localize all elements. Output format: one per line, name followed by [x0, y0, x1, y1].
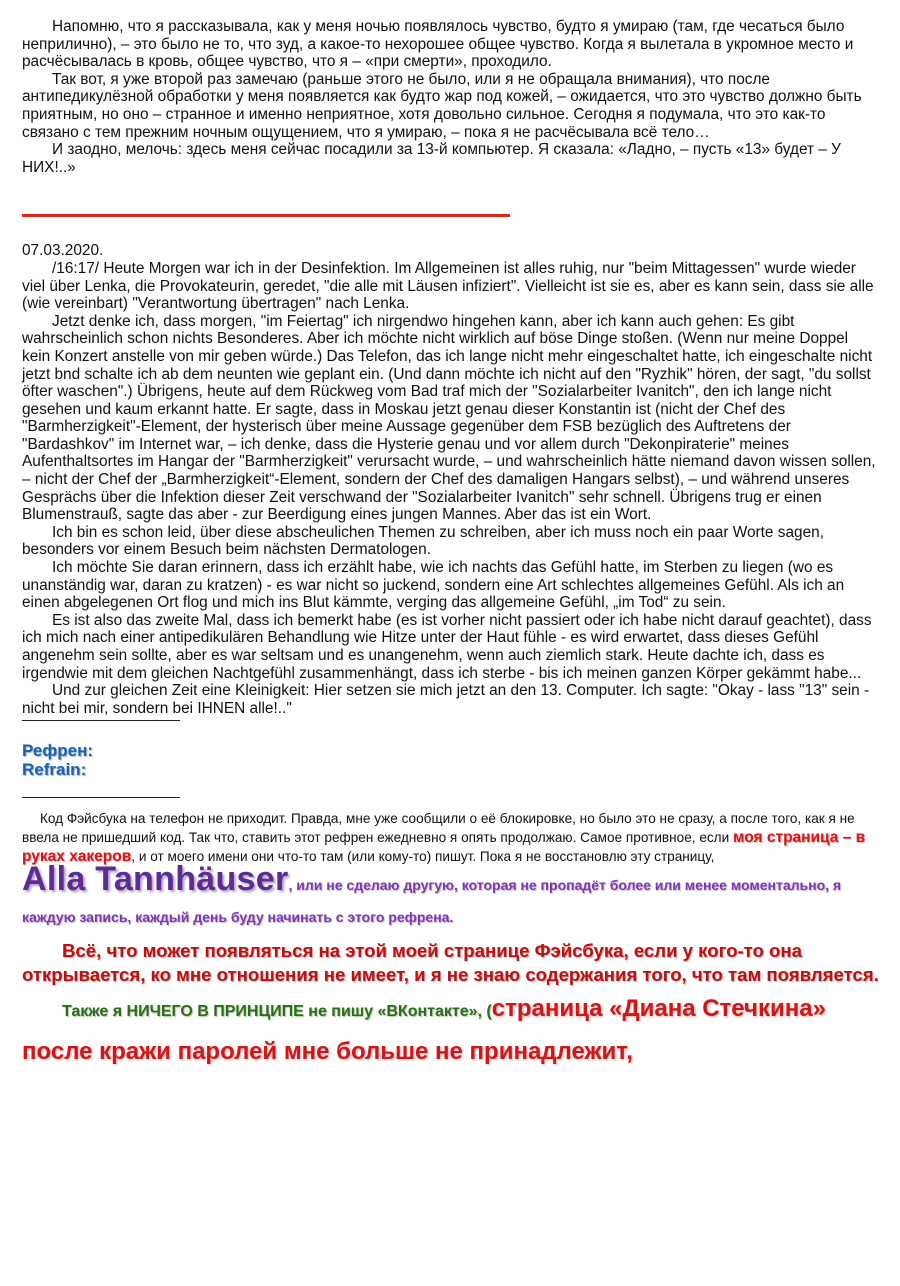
paragraph: Ich bin es schon leid, über diese abscheulichen Themen zu schreiben, aber ich muss noch ein paar Worte sagen, besonders vor einem Besuch beim nächsten Dermatologen.	[22, 523, 824, 559]
vk-notice	[22, 989, 880, 1075]
refrain-ru-label: Рефрен:	[22, 741, 94, 761]
notice-text: Код Фэйсбука на телефон не приходит. Правда, мне уже сообщили о её блокировке, но было это не сразу, а после того, как я не ввела не пришедший код. Так что, ставить этот рефрен ежедневно я опять продолжаю. Самое противное, если	[22, 811, 855, 845]
paragraph: Ich möchte Sie daran erinnern, dass ich erzählt habe, wie ich nachts das Gefühl hatte, im Sterben zu liegen (wo es unanständig war, daran zu kratzen) - es war nicht so juckend, sondern eine Art schlechtes allgemeines Gefühl. Als ich an einen abgelegenen Ort flog und mich ins Blut kämmte, verging das allgemeine Gefühl, „im Tod“ zu sein.	[22, 559, 845, 612]
paragraph: Jetzt denke ich, dass morgen, "im Feiertag" ich nirgendwo hingehen kann, aber ich kann auch gehen: Es gibt wahrscheinlich schon nichts Besonderes. Aber ich möchte nicht wirklich auf böse Dinge stoßen. (Wenn nur meine Doppel kein Konzert anstelle von mir geben würde.) Das Telefon, das ich lange nicht mehr eingeschaltet hatte, ich eingeschalte nicht jetzt bnd schalte ich ab dem neunten wie geplant ein. (Und dann möchte ich nicht auf den "Ryzhik" hören, der sagt, "du sollst öfter waschen".) Übrigens, heute auf dem Rückweg vom Bad traf mich der "Sozialarbeiter Ivanitch", den ich lange nicht gesehen und kaum erkannt hatte. Er sagte, dass in Moskau jetzt genau dieser Konstantin ist (nicht der Chef des "Barmherzigkeit"-Element, der hysterisch über meine Aussage gegenüber dem FSB bezüglich des Auftretens der "Bardashkov" im Internet war, – ich denke, dass die Hysterie genau und vor allem durch "Dekonpiraterie" meines Aufenthaltsortes im Hangar der "Barmherzigkeit" verursacht wurde, – und wahrscheinlich hätte niemand davon wissen sollen, – nicht der Chef der „Barmherzigkeit“-Element, sondern der Chef des damaligen Hangars selbst), – und während unseres Gesprächs über die Infektion dieser Zeit verschwand der "Sozialarbeiter Ivanitch" sehr schnell. Übrigens trug er einen Blumenstrauß, sagte das aber - zur Beerdigung eines jungen Mannes. Aber das ist ein Wort.	[22, 312, 876, 524]
document-page	[22, 18, 880, 1075]
author-name: Alla Tannhäuser	[22, 860, 289, 899]
disclaimer: Всё, что может появляться на этой моей странице Фэйсбука, если у кого-то она открывается, ко мне отношения не имеет, и я не знаю содержания того, что там появляется.	[22, 940, 879, 986]
entry-date: 07.03.2020.	[22, 242, 104, 260]
short-divider	[22, 720, 180, 721]
notice-text: , и от моего имени они что-то там (или кому-то) пишут. Пока я не восстановлю эту страницу,	[131, 848, 715, 864]
paragraph: /16:17/ Heute Morgen war ich in der Desinfektion. Im Allgemeinen ist alles ruhig, nur "beim Mittagessen" wurde wieder viel über Lenka, die Provokateurin, geredet, "die alle mit Läusen infiziert". Vielleicht ist sie es, aber es kann sein, dass sie alle (wie vereinbart) "Verantwortung übertragen" nach Lenka.	[22, 259, 874, 313]
red-divider	[22, 214, 510, 217]
russian-section	[22, 18, 880, 176]
vk-green-text: Также я НИЧЕГО В ПРИНЦИПЕ не пишу «ВКонтакте», (	[62, 1003, 492, 1021]
vk-red-text: страница «Диана Стечкина» после кражи паролей мне больше не принадлежит,	[22, 995, 826, 1066]
name-line	[22, 860, 880, 933]
paragraph: Так вот, я уже второй раз замечаю (раньше этого не было, или я не обращала внимания), что после антипедикулёзной обработки у меня появляется как будто жар под кожей, – ожидается, что это чувство должно быть приятным, но оно – странное и именно неприятное, хотя довольно сильное. Сегодня я подумала, что это как-то связано с тем прежним ночным ощущением, что я умираю, – пока я не расчёсывала всё тело…	[22, 70, 862, 141]
paragraph: Напомню, что я рассказывала, как у меня ночью появлялось чувство, будто я умираю (там, где чесаться было неприлично), – это было не то, что зуд, а какое-то нехорошее общее чувство. Когда я вылетала в укромное место и расчёсывалась в кровь, общее чувство, что я – «при смерти», проходило.	[22, 18, 854, 71]
purple-note: , или не сделаю другую, которая не пропадёт более или менее моментально, я каждую запись, каждый день буду начинать с этого рефрена.	[22, 877, 842, 926]
german-section	[22, 260, 880, 717]
paragraph: Es ist also das zweite Mal, dass ich bemerkt habe (es ist vorher nicht passiert oder ich habe nicht darauf geachtet), dass ich mich nach einer antipedikulären Behandlung wie Hitze unter der Haut fühle - es wird erwartet, dass dieses Gefühl angenehm sein sollte, aber es war seltsam und es unangenehm, wenn auch ziemlich stark. Heute dachte ich, dass es irgendwie mit dem gleichen Nachtgefühl zusammenhängt, dass ich sterbe - bis ich meinen ganzen Körper gekämmt habe...	[22, 611, 872, 682]
refrain-notice	[22, 810, 880, 866]
paragraph: Und zur gleichen Zeit eine Kleinigkeit: Hier setzen sie mich jetzt an den 13. Computer. Ich sagte: "Okay - lass "13" sein - nicht bei mir, sondern bei IHNEN alle!.."	[22, 682, 870, 717]
hacked-page-highlight: моя страница – в руках хакеров	[22, 828, 866, 865]
refrain-de-label: Refrain:	[22, 760, 87, 780]
paragraph: И заодно, мелочь: здесь меня сейчас посадили за 13-й компьютер. Я сказала: «Ладно, – пусть «13» будет – У НИХ!..»	[22, 141, 841, 176]
refrain-heading	[22, 741, 880, 779]
short-divider	[22, 797, 180, 798]
